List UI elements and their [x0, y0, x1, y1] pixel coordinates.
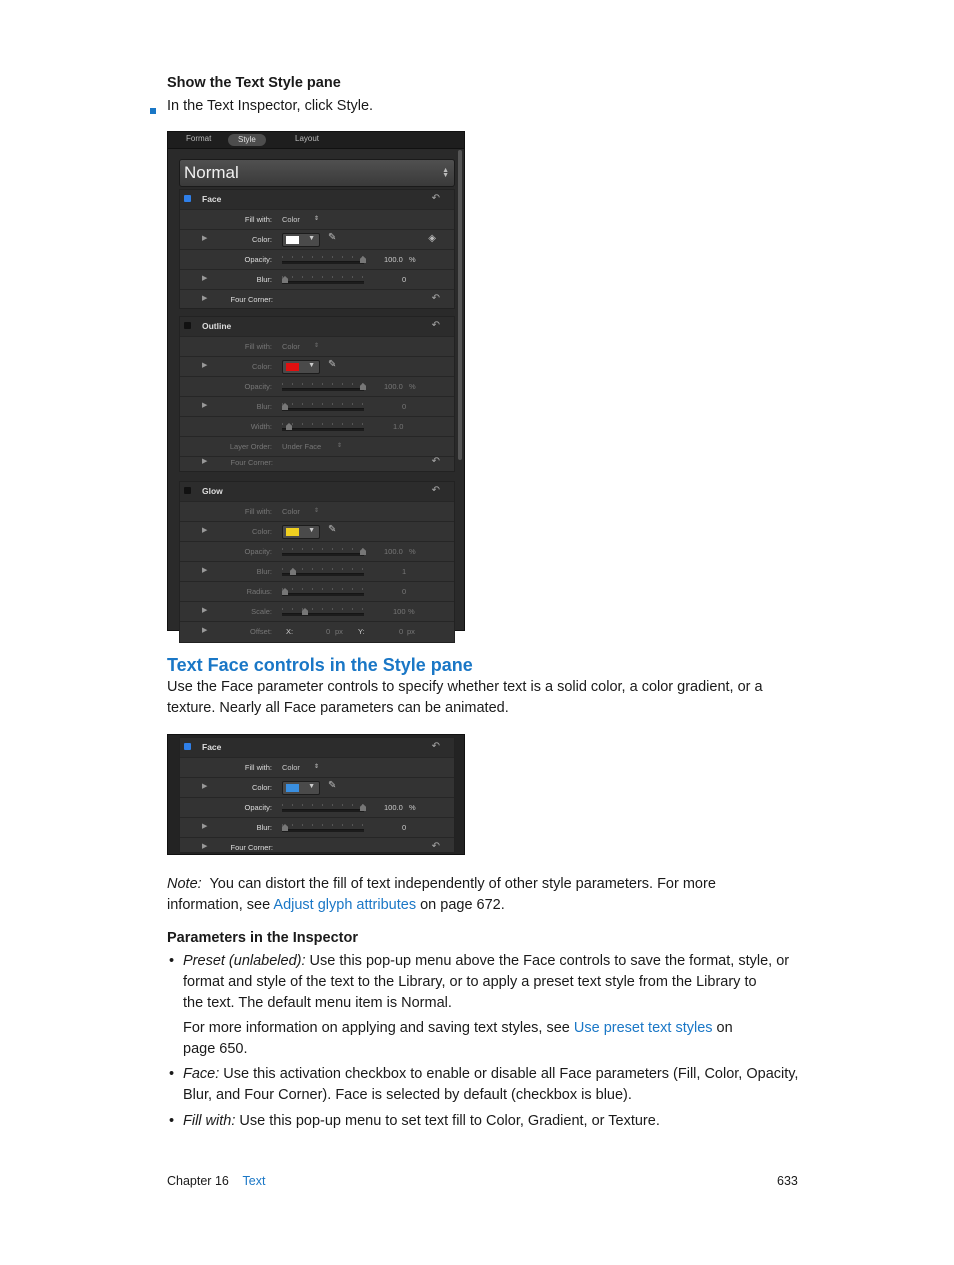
disclosure-triangle-icon[interactable]: ▶: [202, 295, 208, 302]
section-intro-line-2: texture. Nearly all Face parameters can be animated.: [167, 700, 509, 716]
more-info-pre: For more information on applying and saving text styles, see: [183, 1020, 570, 1036]
opacity-label: Opacity:: [244, 803, 272, 812]
outline-checkbox[interactable]: [184, 322, 191, 329]
glow-title: Glow: [202, 486, 223, 496]
chevron-down-icon: ▼: [308, 235, 315, 242]
fill-row: [180, 502, 454, 522]
keyframe-icon[interactable]: ◈: [428, 233, 436, 244]
fill-popup[interactable]: Color: [282, 763, 300, 772]
opacity-value[interactable]: 100.0: [384, 547, 403, 556]
slider-ticks: [282, 403, 364, 405]
opacity-row: [180, 542, 454, 562]
chevron-down-icon: ▼: [308, 362, 315, 369]
opacity-value[interactable]: 100.0: [384, 255, 403, 264]
radius-row: [180, 582, 454, 602]
face-controls-screenshot: [167, 734, 465, 855]
bullet-dot: •: [169, 1113, 175, 1129]
eyedropper-icon[interactable]: ✎: [328, 359, 337, 370]
note-label: Note:: [167, 876, 202, 892]
tab-style[interactable]: Style: [228, 134, 266, 146]
reset-icon[interactable]: ↶: [431, 485, 440, 496]
slider-ticks: [282, 588, 364, 590]
disclosure-triangle-icon[interactable]: ▶: [202, 527, 208, 534]
width-slider[interactable]: [282, 428, 364, 431]
disclosure-triangle-icon[interactable]: ▶: [202, 235, 208, 242]
reset-icon[interactable]: ↶: [431, 193, 440, 204]
opacity-value[interactable]: 100.0: [384, 382, 403, 391]
preset-bullet-line-2: format and style of the text to the Library, or to apply a preset text style from the Library to: [183, 974, 757, 990]
reset-icon[interactable]: ↶: [431, 293, 440, 304]
opacity-row: [180, 250, 454, 270]
adjust-glyph-attributes-link[interactable]: Adjust glyph attributes: [273, 897, 417, 913]
color-row: [180, 778, 454, 798]
updown-arrows-icon: ▲ ▼: [442, 167, 449, 179]
slider-ticks: [282, 276, 364, 278]
disclosure-triangle-icon[interactable]: ▶: [202, 402, 208, 409]
face-title: Face: [202, 742, 222, 752]
preset-bullet-line-3: the text. The default menu item is Normal.: [183, 995, 452, 1011]
four-corner-row: [180, 290, 454, 309]
offset-row: [180, 622, 454, 641]
layer-order-popup[interactable]: Under Face: [282, 442, 322, 451]
fill-popup[interactable]: Color: [282, 215, 300, 224]
reset-icon[interactable]: ↶: [431, 320, 440, 331]
preset-term: Preset (unlabeled):: [183, 953, 306, 969]
more-info-post: on: [716, 1020, 733, 1036]
scale-label: Scale:: [251, 607, 272, 616]
face-group: [179, 737, 455, 853]
note-line-1: [167, 874, 716, 895]
opacity-label: Opacity:: [244, 382, 272, 391]
fill-text-1: Use this pop-up menu to set text fill to Color, Gradient, or Texture.: [239, 1113, 660, 1129]
reset-icon[interactable]: ↶: [431, 841, 440, 852]
color-chip: [286, 528, 299, 536]
slider-ticks: [282, 804, 364, 806]
more-info-line-1: [183, 1018, 733, 1039]
step-text: In the Text Inspector, click Style.: [167, 98, 374, 114]
note-text-2-post: on page 672.: [420, 897, 505, 913]
blur-row: [180, 562, 454, 582]
fill-popup[interactable]: Color: [282, 342, 300, 351]
section-intro-line-1: Use the Face parameter controls to specify whether text is a solid color, a color gradient, or a: [167, 679, 763, 695]
blur-value[interactable]: 1: [402, 567, 407, 576]
slider-ticks: [282, 423, 364, 425]
updown-icon: ⇕: [314, 216, 320, 222]
opacity-row: [180, 798, 454, 818]
chevron-down-icon: ▼: [308, 783, 315, 790]
disclosure-triangle-icon[interactable]: ▶: [202, 275, 208, 282]
style-inspector-screenshot: [167, 131, 465, 636]
updown-icon: ⇕: [314, 508, 320, 514]
scale-value[interactable]: 100: [393, 607, 406, 616]
color-label: Color:: [251, 235, 272, 244]
reset-icon[interactable]: ↶: [431, 456, 440, 467]
outline-title: Outline: [202, 321, 232, 331]
face-checkbox[interactable]: [184, 195, 191, 202]
color-chip: [286, 236, 299, 244]
width-row: [180, 417, 454, 437]
page-number: 633: [777, 1174, 798, 1188]
blur-row: [180, 270, 454, 290]
disclosure-triangle-icon[interactable]: ▶: [202, 843, 208, 850]
radius-value[interactable]: 0: [402, 587, 407, 596]
radius-label: Radius:: [246, 587, 272, 596]
blur-label: Blur:: [256, 275, 272, 284]
glow-header: [180, 482, 454, 502]
opacity-unit: %: [409, 803, 416, 812]
face-header: [180, 190, 454, 210]
glow-group: [179, 481, 455, 643]
color-well[interactable]: [282, 781, 320, 795]
blur-label: Blur:: [256, 567, 272, 576]
section-title: Text Face controls in the Style pane: [167, 655, 473, 675]
eyedropper-icon[interactable]: ✎: [328, 524, 337, 535]
slider-ticks: [282, 824, 364, 826]
disclosure-triangle-icon[interactable]: ▶: [202, 458, 208, 465]
inspector-tabbar: [168, 132, 464, 149]
blur-value[interactable]: 0: [402, 402, 407, 411]
offset-label: Offset:: [250, 627, 272, 636]
slider-ticks: [282, 548, 364, 550]
color-row: [180, 357, 454, 377]
face-title: Face: [202, 194, 222, 204]
blur-label: Blur:: [256, 823, 272, 832]
glow-checkbox[interactable]: [184, 487, 191, 494]
blur-value[interactable]: 0: [402, 275, 407, 284]
four-corner-row: [180, 838, 454, 857]
scrollbar[interactable]: [458, 150, 462, 460]
scale-unit: %: [408, 607, 415, 616]
note-text-1: You can distort the fill of text independently of other style parameters. For more: [209, 876, 716, 892]
scale-row: [180, 602, 454, 622]
opacity-unit: %: [409, 255, 416, 264]
opacity-unit: %: [409, 547, 416, 556]
bullet-marker: [150, 101, 156, 119]
note-text-2-pre: information, see: [167, 897, 271, 913]
opacity-unit: %: [409, 382, 416, 391]
face-term: Face:: [183, 1066, 220, 1082]
eyedropper-icon[interactable]: ✎: [328, 232, 337, 243]
bullet-dot: •: [169, 1066, 175, 1082]
disclosure-triangle-icon[interactable]: ▶: [202, 627, 208, 634]
offset-x-unit: px: [335, 627, 343, 636]
opacity-label: Opacity:: [244, 547, 272, 556]
fill-term: Fill with:: [183, 1113, 236, 1129]
fill-label: Fill with:: [244, 342, 272, 351]
updown-icon: ⇕: [337, 443, 343, 449]
fill-row: [180, 758, 454, 778]
offset-x-value[interactable]: 0: [326, 627, 331, 636]
tab-layout[interactable]: Layout: [295, 134, 320, 143]
opacity-slider[interactable]: [282, 261, 364, 264]
face-bullet-line-1: [183, 1064, 798, 1085]
opacity-slider[interactable]: [282, 388, 364, 391]
color-well[interactable]: [282, 233, 320, 247]
offset-y-label: Y:: [358, 627, 365, 636]
reset-icon[interactable]: ↶: [431, 741, 440, 752]
note-line-2: [167, 895, 505, 916]
disclosure-triangle-icon[interactable]: ▶: [202, 362, 208, 369]
disclosure-triangle-icon[interactable]: ▶: [202, 823, 208, 830]
slider-ticks: [282, 608, 364, 610]
color-label: Color:: [251, 362, 272, 371]
preset-label: Normal: [184, 163, 239, 182]
scale-slider[interactable]: [282, 613, 364, 616]
four-corner-label: Four Corner:: [230, 458, 273, 467]
blur-slider[interactable]: [282, 408, 364, 411]
offset-y-value[interactable]: 0: [399, 627, 404, 636]
color-row: [180, 230, 454, 250]
blur-slider[interactable]: [282, 573, 364, 576]
face-group: [179, 189, 455, 309]
bullet-dot: •: [169, 953, 175, 969]
outline-header: [180, 317, 454, 337]
fill-label: Fill with:: [244, 763, 272, 772]
disclosure-triangle-icon[interactable]: ▶: [202, 607, 208, 614]
blur-slider[interactable]: [282, 281, 364, 284]
four-corner-label: Four Corner:: [230, 295, 273, 304]
fill-bullet-line-1: [183, 1111, 660, 1132]
preset-bullet-line-1: [183, 951, 789, 972]
face-checkbox[interactable]: [184, 743, 191, 750]
color-well[interactable]: [282, 525, 320, 539]
slider-ticks: [282, 383, 364, 385]
face-text-1: Use this activation checkbox to enable or disable all Face parameters (Fill, Color, Opacity,: [223, 1066, 799, 1082]
offset-y-unit: px: [407, 627, 415, 636]
outline-group: [179, 316, 455, 472]
disclosure-triangle-icon[interactable]: ▶: [202, 567, 208, 574]
tab-format[interactable]: Format: [186, 134, 212, 143]
fill-popup[interactable]: Color: [282, 507, 300, 516]
chapter-label: Chapter 16: [167, 1174, 229, 1188]
params-heading: Parameters in the Inspector: [167, 930, 358, 946]
fill-label: Fill with:: [244, 215, 272, 224]
width-label: Width:: [250, 422, 272, 431]
preset-popup[interactable]: [179, 159, 455, 187]
face-header: [180, 738, 454, 758]
chapter-link[interactable]: Text: [242, 1174, 266, 1188]
preset-text-1: Use this pop-up menu above the Face controls to save the format, style, or: [309, 953, 790, 969]
chevron-down-icon: ▼: [308, 527, 315, 534]
disclosure-triangle-icon[interactable]: ▶: [202, 783, 208, 790]
color-label: Color:: [251, 783, 272, 792]
blur-row: [180, 818, 454, 838]
color-label: Color:: [251, 527, 272, 536]
blur-slider[interactable]: [282, 829, 364, 832]
opacity-value[interactable]: 100.0: [384, 803, 403, 812]
blur-value[interactable]: 0: [402, 823, 407, 832]
color-row: [180, 522, 454, 542]
four-corner-label: Four Corner:: [230, 843, 273, 852]
radius-slider[interactable]: [282, 593, 364, 596]
color-well[interactable]: [282, 360, 320, 374]
color-chip: [286, 363, 299, 371]
layer-order-label: Layer Order:: [229, 442, 272, 451]
color-chip: [286, 784, 299, 792]
opacity-label: Opacity:: [244, 255, 272, 264]
footer-chapter: [167, 1174, 265, 1188]
eyedropper-icon[interactable]: ✎: [328, 780, 337, 791]
use-preset-text-styles-link[interactable]: Use preset text styles: [573, 1020, 713, 1036]
step-heading: Show the Text Style pane: [167, 75, 341, 91]
more-info-line-2: page 650.: [183, 1041, 248, 1057]
blur-label: Blur:: [256, 402, 272, 411]
fill-row: [180, 210, 454, 230]
fill-label: Fill with:: [244, 507, 272, 516]
opacity-slider[interactable]: [282, 553, 364, 556]
width-value[interactable]: 1.0: [393, 422, 404, 431]
four-corner-row: [180, 453, 454, 472]
face-bullet-line-2: Blur, and Four Corner). Face is selected by default (checkbox is blue).: [183, 1087, 632, 1103]
updown-icon: ⇕: [314, 343, 320, 349]
updown-icon: ⇕: [314, 764, 320, 770]
offset-x-label: X:: [286, 627, 294, 636]
blur-row: [180, 397, 454, 417]
opacity-row: [180, 377, 454, 397]
slider-ticks: [282, 256, 364, 258]
fill-row: [180, 337, 454, 357]
opacity-slider[interactable]: [282, 809, 364, 812]
